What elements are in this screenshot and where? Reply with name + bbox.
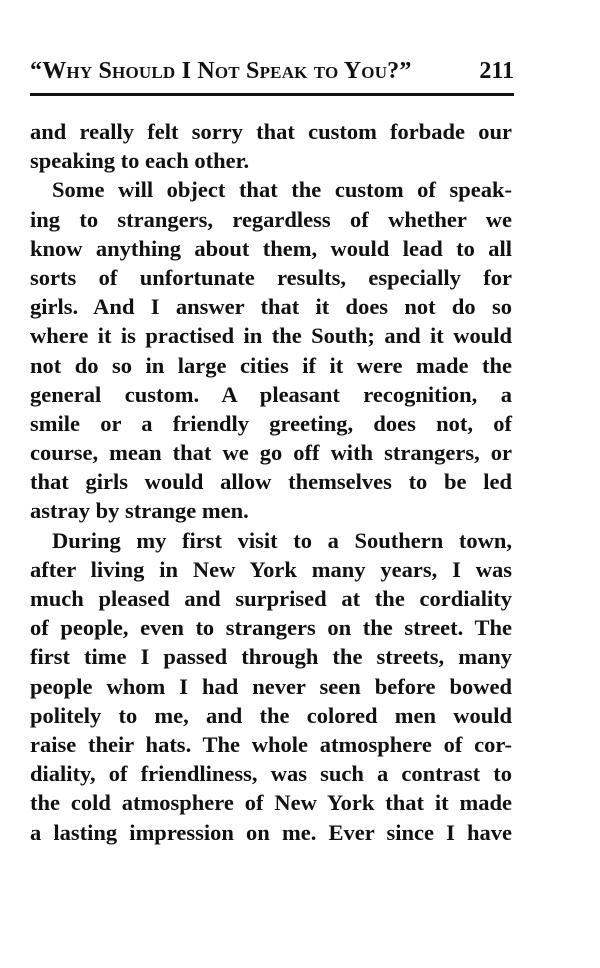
text-line: and really felt sorry that custom forbade our (30, 119, 512, 144)
text-line: diality, of friendliness, was such a contrast to (30, 761, 512, 787)
body-text (30, 117, 512, 847)
text-line: smile or a friendly greeting, does not, of (30, 410, 512, 436)
text-line: speaking to each other. (30, 148, 250, 174)
text-line: Some will object that the custom of speak- (52, 177, 512, 203)
text-line: after living in New York many years, I was (30, 556, 512, 582)
text-line: sorts of unfortunate results, especially for (30, 264, 512, 290)
text-line: ing to strangers, regardless of whether we (30, 206, 512, 232)
text-line: the cold atmosphere of New York that it made (30, 790, 512, 816)
text-line: course, mean that we go off with strangers, or (30, 440, 512, 466)
text-line: not do so in large cities if it were made the (30, 352, 512, 378)
running-title: “Why Should I Not Speak to You?” (30, 58, 412, 84)
text-line: During my first visit to a Southern town, (52, 527, 512, 553)
text-line: people whom I had never seen before bowed (30, 673, 512, 699)
text-line: of people, even to strangers on the street. The (30, 615, 512, 641)
running-head (30, 58, 514, 92)
text-line: general custom. A pleasant recognition, a (30, 381, 512, 407)
text-line: astray by strange men. (30, 498, 249, 524)
page-number: 211 (479, 58, 514, 84)
text-line: girls. And I answer that it does not do so (30, 294, 512, 320)
text-line: raise their hats. The whole atmosphere of cor- (30, 731, 512, 757)
text-line: much pleased and surprised at the cordiality (30, 586, 512, 611)
text-line: a lasting impression on me. Ever since I have (30, 819, 512, 845)
text-line: that girls would allow themselves to be led (30, 469, 512, 495)
text-line: know anything about them, would lead to all (30, 235, 512, 261)
header-rule (30, 93, 514, 96)
text-line: first time I passed through the streets, many (30, 644, 512, 670)
text-line: where it is practised in the South; and it would (30, 323, 512, 349)
text-line: politely to me, and the colored men would (30, 702, 512, 728)
